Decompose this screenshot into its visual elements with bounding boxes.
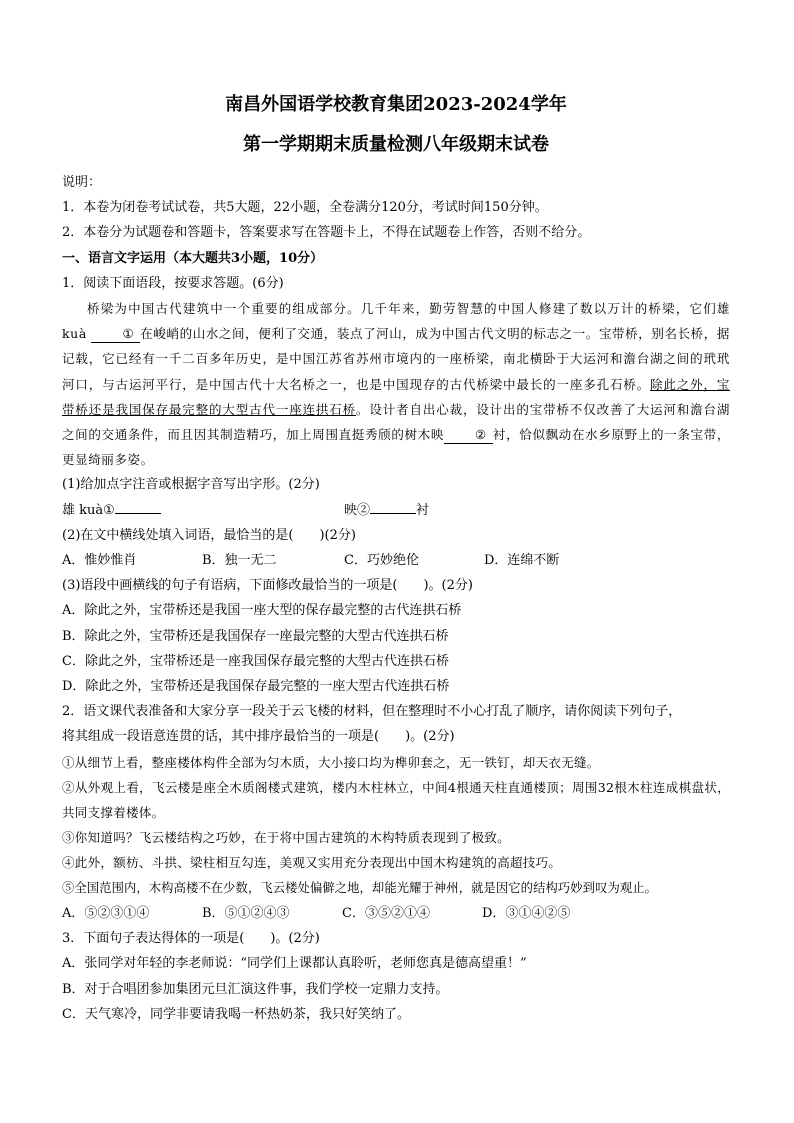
question-1-sub2-options <box>62 548 730 573</box>
exam-title-line2: 第一学期期末质量检测八年级期末试卷 <box>243 134 549 155</box>
question-1-passage <box>62 296 730 472</box>
blank-1: ① <box>91 326 140 343</box>
sentence-1: ①从细节上看，整座楼体构件全部为匀木质，大小接口均为榫卯套之，无一铁钉，却天衣无缝。 <box>62 754 600 770</box>
instruction-item-1: 1．本卷为闭卷考试试卷，共5大题，22小题，全卷满分120分，考试时间150分钟。 <box>62 200 548 216</box>
option-a: A．张同学对年轻的李老师说：“同学们上课都认真聆听，老师您真是德高望重！” <box>62 956 527 972</box>
option-d: D．除此之外，宝带桥还是我国保存最完整的一座大型古代连拱石桥 <box>62 679 450 695</box>
option-b: B．除此之外，宝带桥还是我国保存一座最完整的大型古代连拱石桥 <box>62 628 449 644</box>
sentence-5: ⑤全国范围内，木构高楼不在少数，飞云楼处偏僻之地，却能光耀于神州，就是因它的结构巧妙到叹为观止。 <box>62 880 658 895</box>
option-b: B．独一无二 <box>202 553 277 569</box>
section-heading: 一、语言文字运用（本大题共3小题，10分） <box>62 250 324 266</box>
question-1-sub1-stem: (1)给加点字注音或根据字音写出字形。(2分) <box>62 477 320 493</box>
fill-right <box>344 498 429 523</box>
option-a: A．⑤②③①④ <box>62 905 150 921</box>
question-2-stem-line1: 2．语文课代表准备和大家分享一段关于云飞楼的材料，但在整理时不小心打乱了顺序，请你阅读下列句子， <box>62 704 682 720</box>
question-3-stem: 3．下面句子表达得体的一项是( )。(2分) <box>62 931 320 947</box>
title-block <box>62 92 730 158</box>
passage-underlined-sentence: 除此之外，宝带桥还是我国保存最完整的大型古代一座连拱石桥 <box>62 376 730 417</box>
option-a: A．除此之外，宝带桥还是我国一座大型的保存最完整的古代连拱石桥 <box>62 603 462 619</box>
sentence-4: ④此外，额枋、斗拱、梁柱相互勾连，美观又实用充分表现出中国木构建筑的高超技巧。 <box>62 855 562 871</box>
option-c: C．③⑤②①④ <box>342 905 430 921</box>
question-1-sub1-fill <box>62 498 730 523</box>
option-d: D．③①④②⑤ <box>482 905 571 921</box>
fill-left-line <box>115 499 161 514</box>
passage-part-3: 。设计者自出心裁，设计出的宝带桥不仅改善了大运河和澹台湖之间的交通条件，而且因其制造精巧，加上周围直挺秀颀的树木映 <box>62 401 730 443</box>
fill-right-line <box>370 499 416 514</box>
exam-page <box>62 92 730 1027</box>
exam-title-line1: 南昌外国语学校教育集团2023-2024学年 <box>225 94 567 115</box>
sentence-2: ②从外观上看，飞云楼是座全木质阁楼式建筑，楼内木柱林立，中间4根通天柱直通楼顶；周围32根木柱连成棋盘状，共同支撑着楼体。 <box>62 779 730 821</box>
question-1-stem: 1．阅读下面语段，按要求答题。(6分) <box>62 275 284 291</box>
question-2-stem-line2: 将其组成一段语意连贯的话，其中排序最恰当的一项是( )。(2分) <box>62 729 455 745</box>
passage-part-4: 衬，恰似飘动在水乡原野上的一条宝带，更显绮丽多姿。 <box>62 427 730 468</box>
fill-right-prefix: 映② <box>344 502 371 518</box>
fill-right-suffix: 衬 <box>416 502 430 518</box>
fill-left-label: 雄 kuà① <box>62 502 115 518</box>
option-c: C．天气寒冷，同学非要请我喝一杯热奶茶，我只好笑纳了。 <box>62 1006 410 1022</box>
option-c: C．巧妙绝伦 <box>344 553 419 569</box>
sentence-3: ③你知道吗？飞云楼结构之巧妙，在于将中国古建筑的木构特质表现到了极致。 <box>62 830 511 846</box>
instructions-label: 说明： <box>62 175 102 190</box>
instruction-item-2: 2．本卷分为试题卷和答题卡，答案要求写在答题卡上，不得在试题卷上作答，否则不给分。 <box>62 225 591 241</box>
fill-left <box>62 498 344 523</box>
passage-part-2: 在峻峭的山水之间，便利了交通，装点了河山，成为中国古代文明的标志之一。宝带桥，别名长桥，据记载，它已经有一千二百多年历史，是中国江苏省苏州市境内的一座桥梁，南北横卧于大运河和澹台湖之间的玳玳河口，与古运河平行，是中国古代十大名桥之一，也是中国现存的古代桥梁中最长的一座多孔石桥。 <box>62 326 730 392</box>
option-c: C．除此之外，宝带桥还是一座我国保存最完整的大型古代连拱石桥 <box>62 653 449 669</box>
option-a: A．惟妙惟肖 <box>62 553 137 569</box>
option-b: B．对于合唱团参加集团元旦汇演这件事，我们学校一定鼎力支持。 <box>62 981 449 997</box>
blank-2: ② <box>444 427 493 444</box>
option-d: D．连绵不断 <box>484 553 560 569</box>
option-b: B．⑤①②④③ <box>202 905 290 921</box>
question-1-sub3-stem: (3)语段中画横线的句子有语病，下面修改最恰当的一项是( )。(2分) <box>62 578 473 594</box>
question-1-sub2-stem: (2)在文中横线处填入词语，最恰当的是( )(2分) <box>62 527 356 543</box>
passage-part-1: 桥梁为中国古代建筑中一个重要的组成部分。几千年来，勤劳智慧的中国人修建了数以万计的桥梁，它们雄 kuà <box>62 301 730 342</box>
question-2-options <box>62 901 730 926</box>
